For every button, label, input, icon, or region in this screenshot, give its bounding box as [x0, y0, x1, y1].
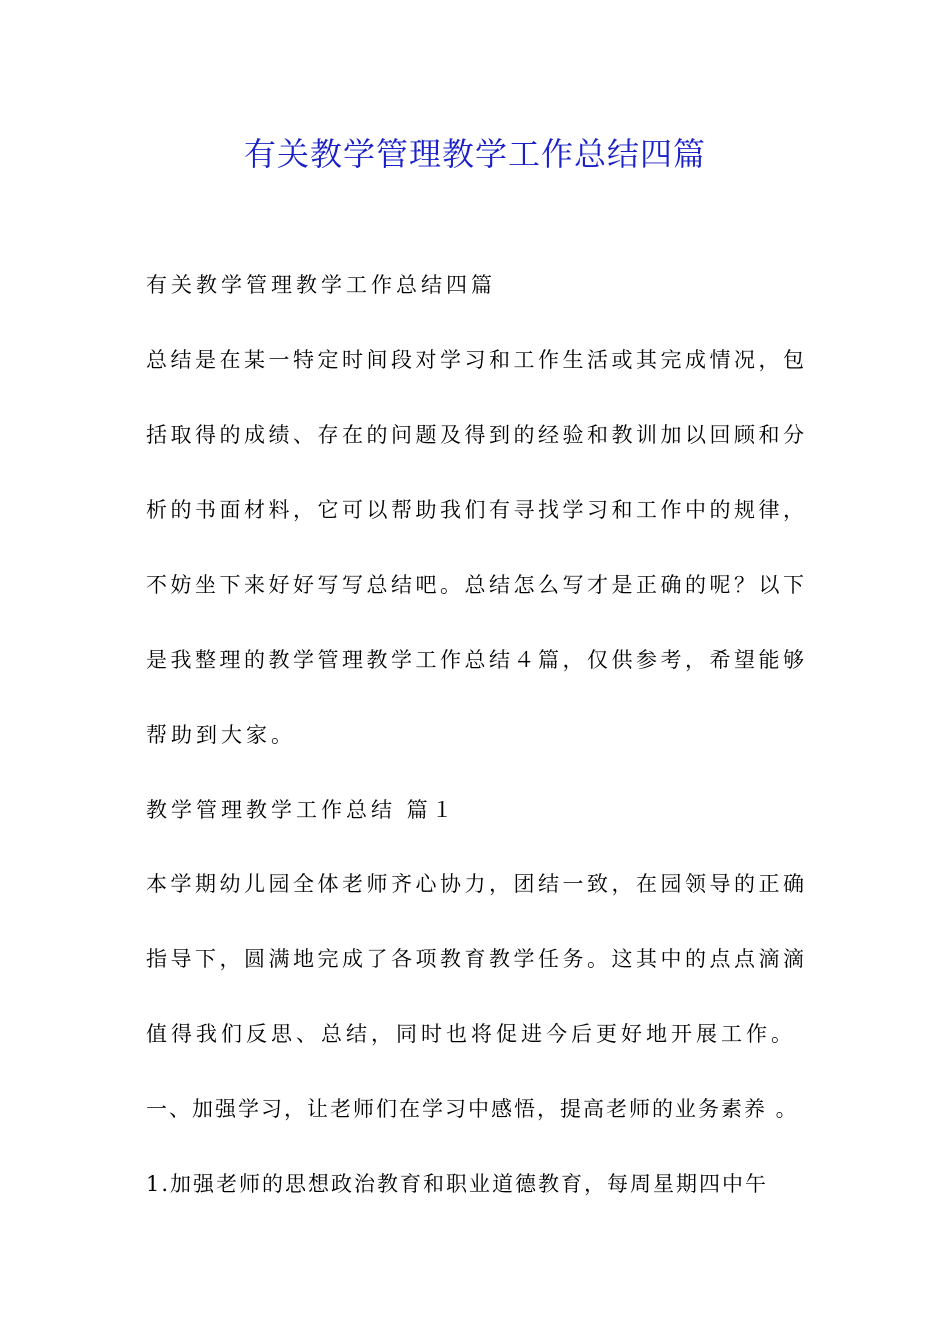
paragraph-line: 析的书面材料，它可以帮助我们有寻找学习和工作中的规律， — [146, 498, 808, 522]
subsection-heading: 一、加强学习，让老师们在学习中感悟，提高老师的业务素养 。 — [146, 1097, 799, 1121]
paragraph-line: 括取得的成绩、存在的问题及得到的经验和教训加以回顾和分 — [146, 423, 808, 447]
paragraph-line: 本学期幼儿园全体老师齐心协力，团结一致，在园领导的正确 — [146, 872, 808, 896]
paragraph-line: 值得我们反思、总结，同时也将促进今后更好地开展工作。 — [146, 1022, 796, 1046]
paragraph-line: 有关教学管理教学工作总结四篇 — [146, 273, 496, 297]
document-title: 有关教学管理教学工作总结四篇 — [243, 135, 706, 173]
paragraph-line: 总结是在某一特定时间段对学习和工作生活或其完成情况，包 — [146, 348, 808, 372]
section-heading: 教学管理教学工作总结 篇１ — [146, 798, 457, 822]
paragraph-line: 指导下，圆满地完成了各项教育教学任务。这其中的点点滴滴 — [146, 947, 808, 971]
paragraph-line: 1.加强老师的思想政治教育和职业道德教育，每周星期四中午 — [146, 1172, 769, 1196]
paragraph-line: 不妨坐下来好好写写总结吧。总结怎么写才是正确的呢？以下 — [146, 573, 808, 597]
paragraph-line: 帮助到大家。 — [146, 723, 296, 747]
paragraph-line: 是我整理的教学管理教学工作总结４篇，仅供参考，希望能够 — [146, 648, 808, 672]
